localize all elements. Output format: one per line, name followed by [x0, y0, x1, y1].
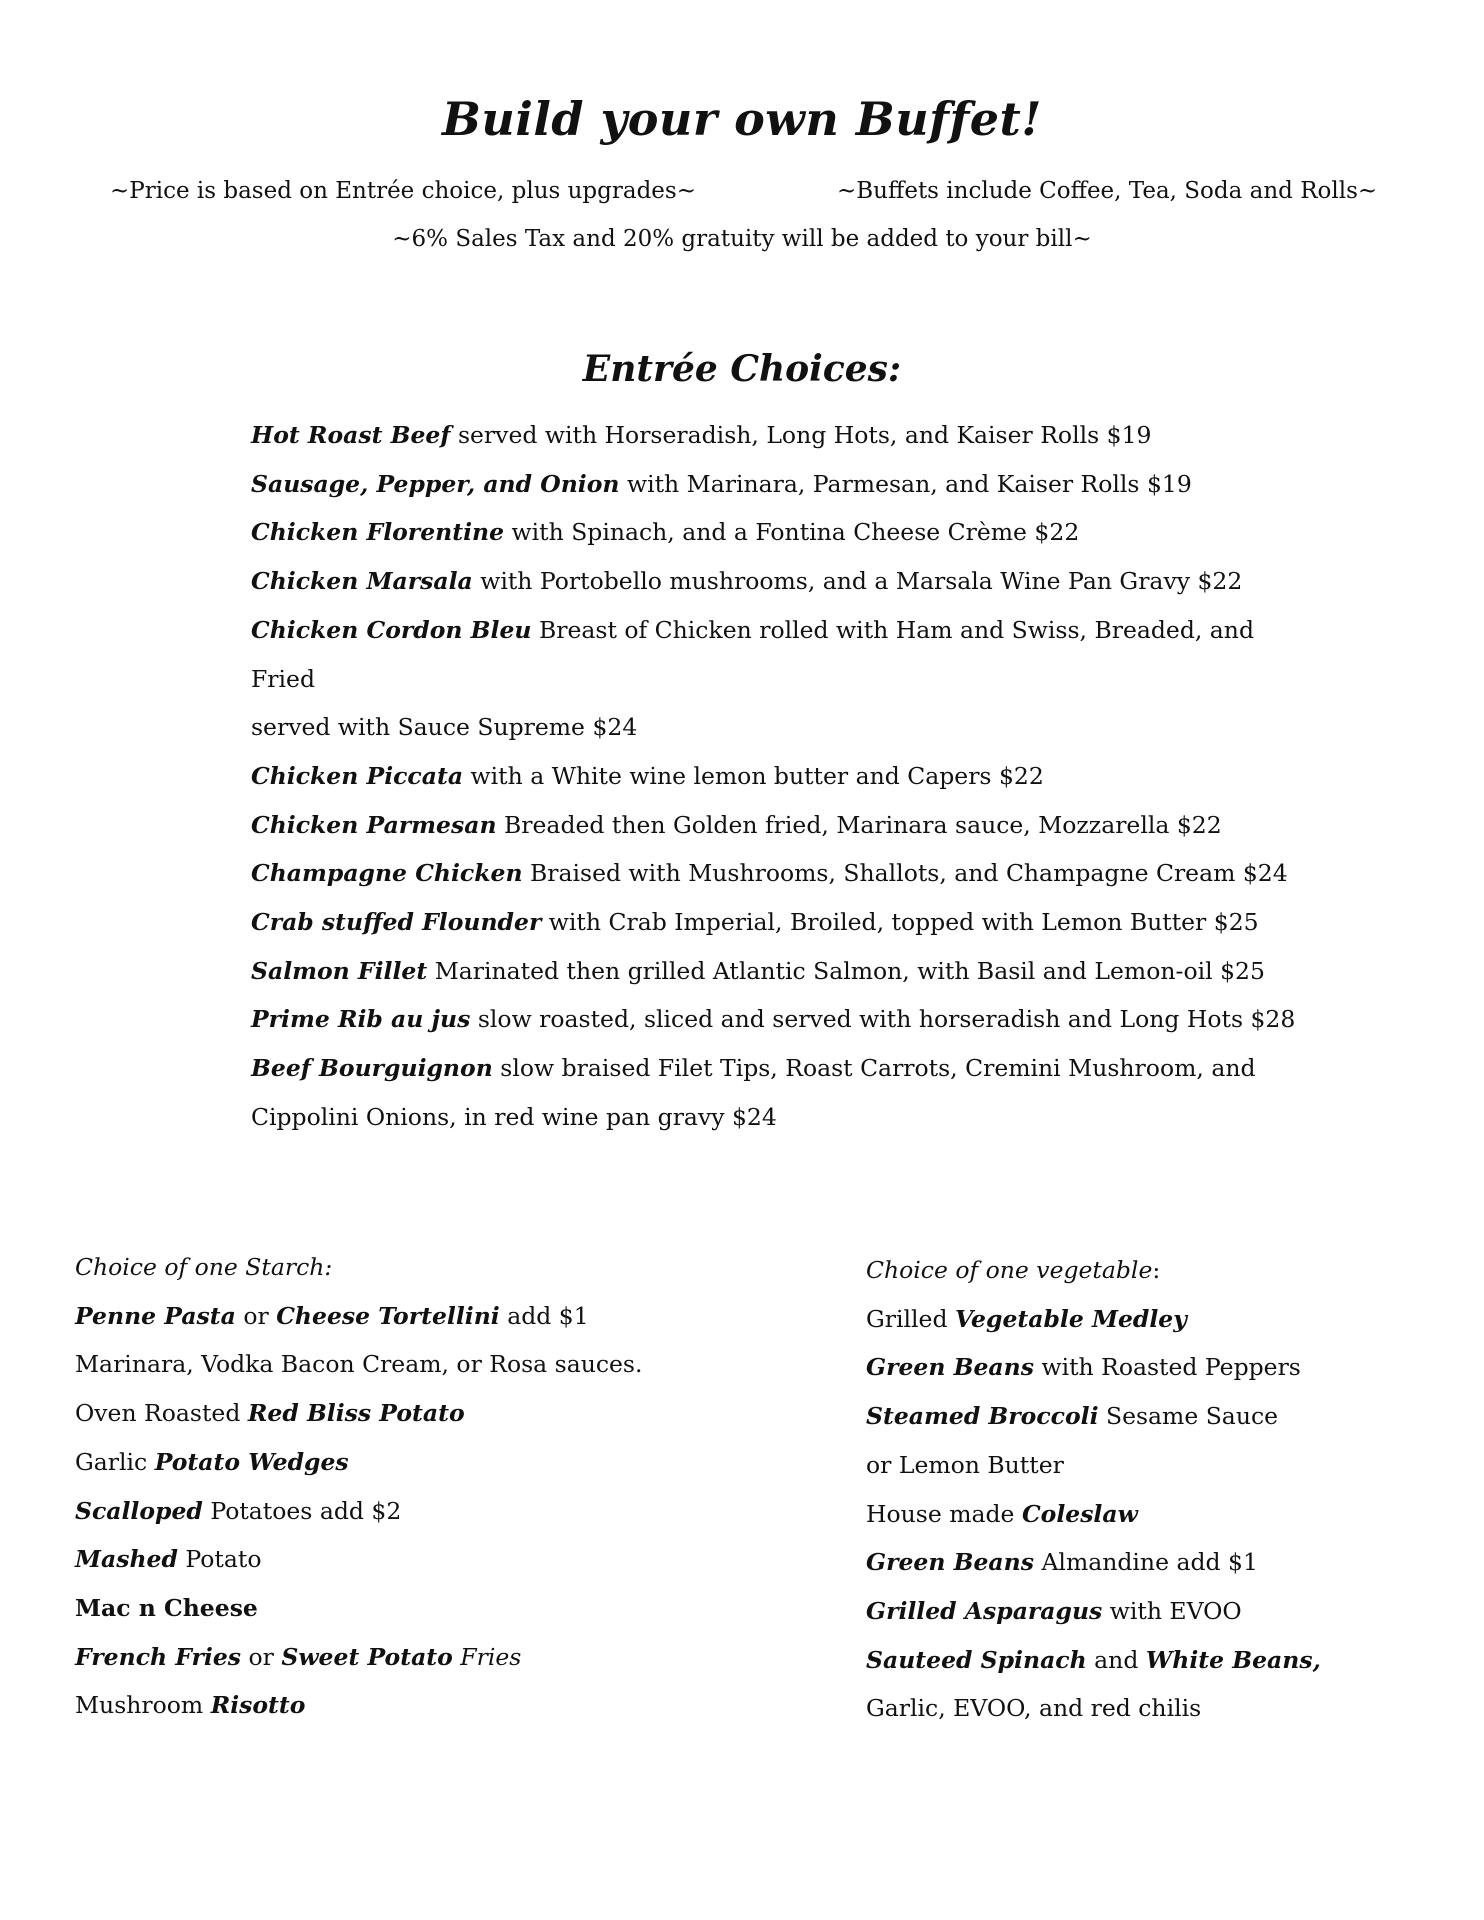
vegetable-item: Green Beans with Roasted Peppers — [866, 1353, 1301, 1382]
entree-desc: slow braised Filet Tips, Roast Carrots, Cremini Mushroom, and — [492, 1054, 1256, 1083]
tax-note: ~6% Sales Tax and 20% gratuity will be added to your bill~ — [392, 226, 1092, 252]
entree-name: Hot Roast Beef — [251, 421, 451, 449]
entree-name: Champagne Chicken — [251, 859, 523, 888]
starch-item: French Fries or Sweet Potato Fries — [75, 1642, 522, 1671]
entree-item — [251, 1044, 1301, 1093]
entree-desc: with Crab Imperial, Broiled, topped with Lemon Butter $25 — [541, 908, 1259, 937]
entree-desc: with Spinach, and a Fontina Cheese Crème $22 — [504, 518, 1080, 547]
vegetable-heading: Choice of one vegetable: — [866, 1256, 1161, 1284]
includes-note: ~Buffets include Coffee, Tea, Soda and Rolls~ — [837, 178, 1378, 204]
entree-item — [251, 995, 1301, 1044]
starch-item: Oven Roasted Red Bliss Potato — [75, 1399, 465, 1428]
entree-item — [251, 411, 1301, 460]
entree-name: Crab stuffed Flounder — [251, 908, 542, 937]
vegetable-item: Steamed Broccoli Sesame Sauce — [866, 1402, 1279, 1431]
entree-name: Prime Rib au jus — [251, 1005, 471, 1034]
entree-name: Chicken Florentine — [251, 518, 505, 547]
entree-desc: with Marinara, Parmesan, and Kaiser Rolls $19 — [619, 469, 1192, 498]
vegetable-item-continued: or Lemon Butter — [866, 1450, 1064, 1479]
entree-desc: Breaded then Golden fried, Marinara sauce, Mozzarella $22 — [496, 810, 1222, 839]
entree-name: Chicken Cordon Bleu — [251, 615, 532, 644]
entree-desc: Marinated then grilled Atlantic Salmon, with Basil and Lemon-oil $25 — [427, 956, 1265, 985]
entree-name: Salmon Fillet — [251, 956, 428, 985]
entree-desc: with Portobello mushrooms, and a Marsala Wine Pan Gravy $22 — [472, 567, 1243, 596]
vegetable-item: Green Beans Almandine add $1 — [866, 1548, 1258, 1577]
entree-item — [251, 508, 1301, 557]
entree-desc: Breast of Chicken rolled with Ham and Swiss, Breaded, and Fried — [251, 615, 1254, 693]
entree-name: Chicken Marsala — [251, 567, 473, 596]
starch-heading: Choice of one Starch: — [75, 1253, 333, 1281]
entree-item-continued: Cippolini Onions, in red wine pan gravy $24 — [251, 1102, 777, 1131]
starch-item: Mushroom Risotto — [75, 1691, 306, 1720]
entree-list — [251, 411, 1301, 1142]
vegetable-item: Grilled Asparagus with EVOO — [866, 1596, 1242, 1625]
entree-desc: served with Horseradish, Long Hots, and Kaiser Rolls $19 — [450, 421, 1152, 449]
entree-item — [251, 752, 1301, 801]
vegetable-item: Grilled Vegetable Medley — [866, 1304, 1187, 1333]
starch-item: Scalloped Potatoes add $2 — [75, 1496, 402, 1525]
page-title: Build your own Buffet! — [442, 92, 1042, 146]
entree-item — [251, 801, 1301, 850]
vegetable-item: Sauteed Spinach and White Beans, — [866, 1645, 1321, 1674]
starch-item: Mashed Potato — [75, 1545, 262, 1574]
entree-desc: with a White wine lemon butter and Capers $22 — [463, 761, 1044, 790]
entree-item — [251, 460, 1301, 509]
price-note: ~Price is based on Entrée choice, plus upgrades~ — [110, 178, 696, 204]
entree-desc: slow roasted, sliced and served with horseradish and Long Hots $28 — [470, 1005, 1296, 1034]
entree-item — [251, 898, 1301, 947]
entree-item — [251, 849, 1301, 898]
entree-item — [251, 557, 1301, 606]
entree-name: Chicken Piccata — [251, 761, 464, 790]
entree-desc: Braised with Mushrooms, Shallots, and Champagne Cream $24 — [522, 859, 1288, 888]
entree-name: Sausage, Pepper, and Onion — [251, 469, 620, 498]
starch-item: Penne Pasta or Cheese Tortellini add $1 — [75, 1301, 589, 1330]
entree-item — [251, 606, 1301, 703]
vegetable-list — [866, 1246, 1484, 1733]
entree-name: Chicken Parmesan — [251, 810, 497, 839]
entree-item — [251, 947, 1301, 996]
entree-item-continued: served with Sauce Supreme $24 — [251, 713, 638, 742]
starch-list — [75, 1243, 695, 1730]
starch-sauces: Marinara, Vodka Bacon Cream, or Rosa sauces. — [75, 1350, 643, 1379]
starch-item: Mac n Cheese — [75, 1593, 258, 1622]
vegetable-item: House made Coleslaw — [866, 1499, 1138, 1528]
vegetable-item-continued: Garlic, EVOO, and red chilis — [866, 1694, 1202, 1723]
entree-name: Beef Bourguignon — [251, 1054, 493, 1083]
entrees-heading: Entrée Choices: — [582, 348, 902, 390]
starch-item: Garlic Potato Wedges — [75, 1447, 349, 1476]
